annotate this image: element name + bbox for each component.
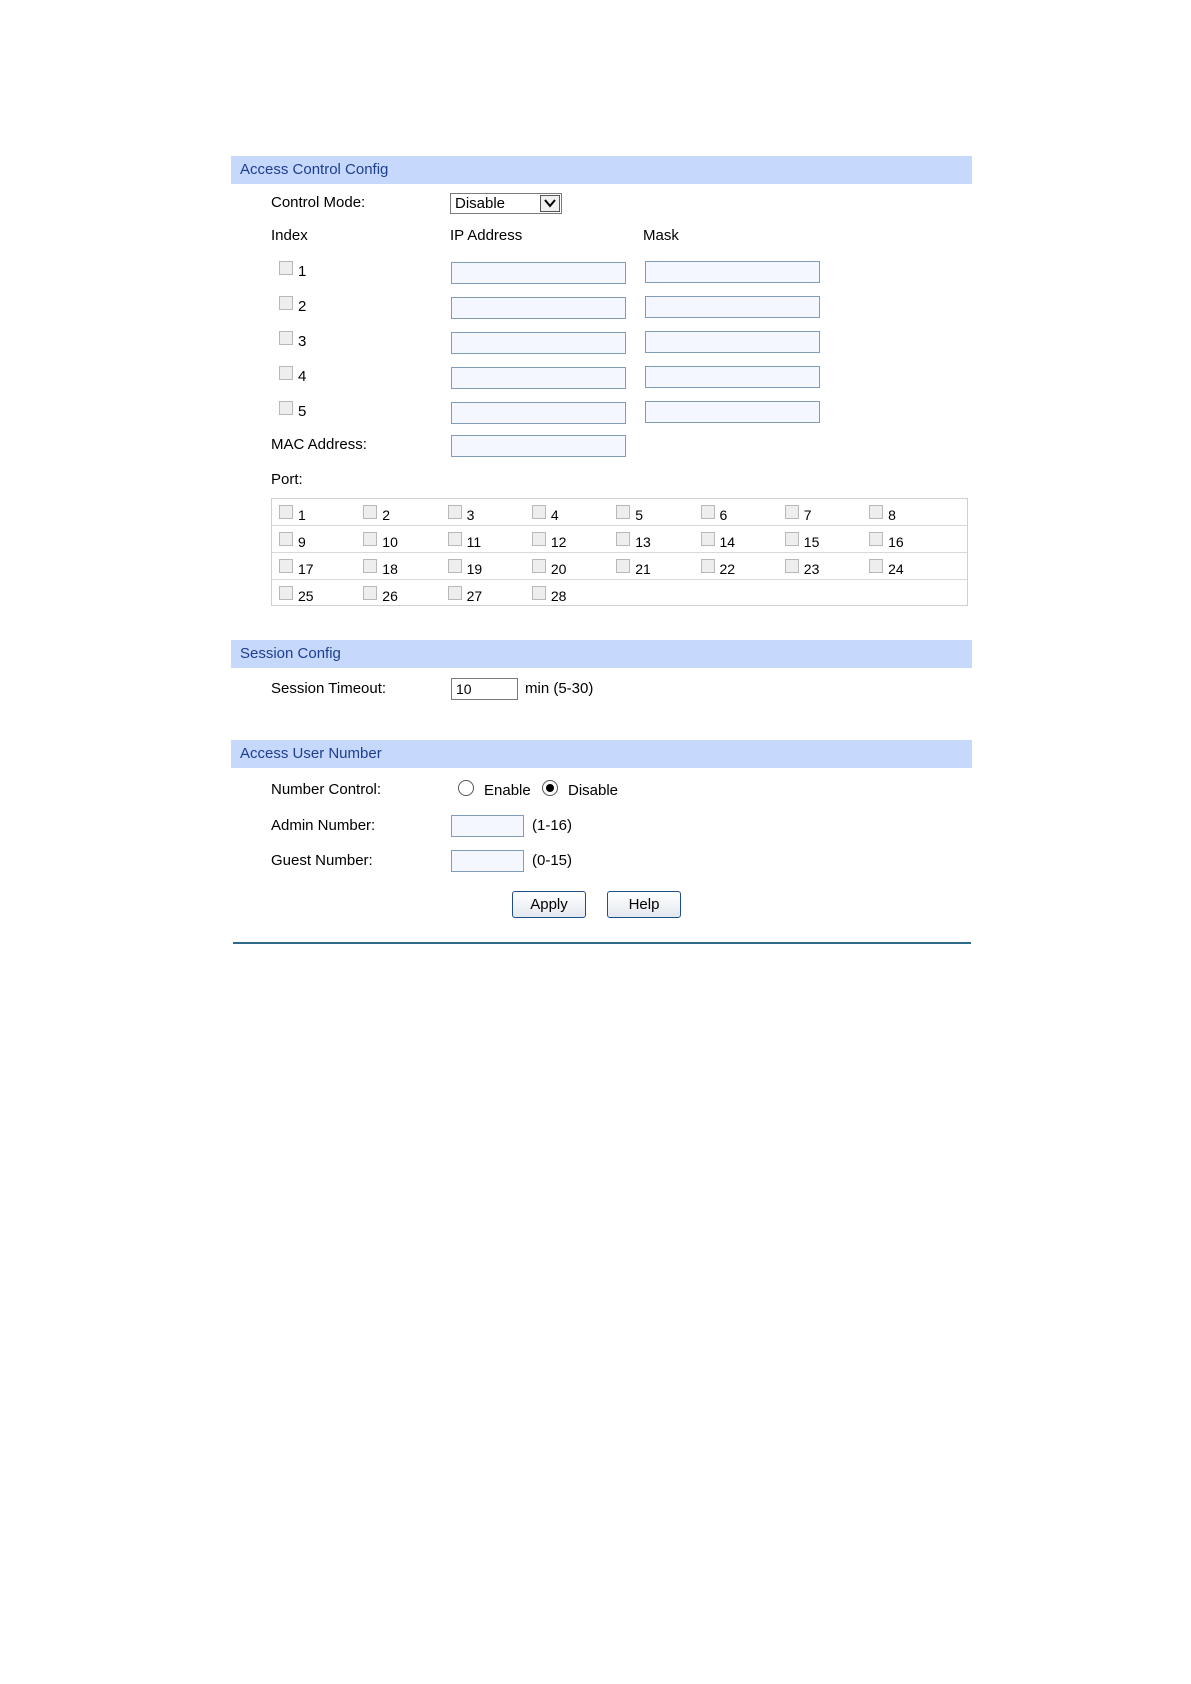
port-label: Port: (271, 471, 303, 488)
port-checkbox[interactable] (363, 505, 377, 519)
port-number-label: 13 (635, 534, 651, 550)
mask-input[interactable] (645, 261, 820, 283)
port-number-label: 17 (298, 561, 314, 577)
port-checkbox[interactable] (532, 505, 546, 519)
port-number-label: 3 (466, 507, 475, 523)
session-config-header: Session Config (231, 640, 972, 668)
port-checkbox[interactable] (363, 532, 377, 546)
control-mode-value: Disable (455, 195, 506, 212)
port-number-label: 12 (550, 534, 567, 550)
port-number-label: 15 (803, 534, 820, 550)
port-checkbox[interactable] (532, 532, 546, 546)
number-control-disable-radio[interactable] (542, 780, 558, 796)
guest-number-input[interactable] (451, 850, 524, 872)
port-number-label: 16 (888, 534, 904, 550)
port-checkbox[interactable] (869, 505, 883, 519)
port-number-label: 10 (382, 534, 398, 550)
guest-number-range: (0-15) (532, 852, 573, 869)
mask-input[interactable] (645, 401, 820, 423)
port-number-label: 5 (635, 507, 643, 523)
ip-address-column-header: IP Address (450, 227, 523, 244)
number-control-enable-label: Enable (484, 782, 531, 799)
port-checkbox[interactable] (785, 505, 799, 519)
mac-address-label: MAC Address: (271, 436, 367, 453)
port-number-label: 11 (466, 534, 482, 550)
port-number-label: 28 (550, 588, 567, 604)
port-number-label: 19 (466, 561, 483, 577)
port-checkbox[interactable] (701, 559, 715, 573)
port-number-label: 4 (550, 507, 559, 523)
port-checkbox[interactable] (532, 586, 546, 600)
apply-button[interactable]: Apply (512, 891, 586, 918)
port-checkbox[interactable] (448, 586, 462, 600)
port-checkbox[interactable] (279, 505, 293, 519)
help-button[interactable]: Help (607, 891, 681, 918)
number-control-disable-label: Disable (568, 782, 619, 799)
bottom-divider (233, 942, 971, 944)
access-user-number-header: Access User Number (231, 740, 972, 768)
port-number-label: 26 (382, 588, 398, 604)
number-control-label: Number Control: (271, 781, 382, 798)
admin-number-input[interactable] (451, 815, 524, 837)
port-number-label: 7 (803, 507, 812, 523)
ip-address-input[interactable] (451, 332, 626, 354)
port-checkbox[interactable] (785, 532, 799, 546)
port-checkbox[interactable] (616, 532, 630, 546)
port-checkbox[interactable] (279, 586, 293, 600)
mac-address-input[interactable] (451, 435, 626, 457)
port-checkbox[interactable] (616, 505, 630, 519)
port-number-label: 9 (298, 534, 306, 550)
port-checkbox[interactable] (869, 559, 883, 573)
port-checkbox[interactable] (701, 505, 715, 519)
entry-index: 1 (298, 263, 307, 280)
admin-number-range: (1-16) (532, 817, 573, 834)
port-checkbox[interactable] (869, 532, 883, 546)
port-number-label: 23 (803, 561, 820, 577)
entry-index: 3 (298, 333, 307, 350)
port-checkbox[interactable] (363, 559, 377, 573)
admin-number-label: Admin Number: (271, 817, 376, 834)
mask-input[interactable] (645, 296, 820, 318)
port-number-label: 27 (466, 588, 483, 604)
control-mode-select[interactable] (450, 193, 562, 214)
port-number-label: 22 (719, 561, 736, 577)
mask-input[interactable] (645, 331, 820, 353)
entry-checkbox[interactable] (279, 366, 293, 380)
entry-checkbox[interactable] (279, 296, 293, 310)
port-number-label: 1 (298, 507, 306, 523)
guest-number-label: Guest Number: (271, 852, 373, 869)
port-checkbox[interactable] (279, 532, 293, 546)
port-checkbox[interactable] (448, 559, 462, 573)
port-number-label: 21 (635, 561, 651, 577)
session-timeout-label: Session Timeout: (271, 680, 387, 697)
mask-input[interactable] (645, 366, 820, 388)
index-column-header: Index (271, 227, 308, 244)
port-checkbox[interactable] (363, 586, 377, 600)
port-number-label: 6 (719, 507, 728, 523)
session-timeout-unit: min (5-30) (525, 680, 594, 697)
entry-index: 5 (298, 403, 307, 420)
entry-checkbox[interactable] (279, 401, 293, 415)
port-checkbox[interactable] (448, 505, 462, 519)
entry-index: 4 (298, 368, 307, 385)
entry-checkbox[interactable] (279, 261, 293, 275)
port-number-label: 24 (888, 561, 904, 577)
port-number-label: 18 (382, 561, 398, 577)
port-checkbox[interactable] (448, 532, 462, 546)
port-number-label: 2 (382, 507, 391, 523)
chevron-down-icon[interactable] (540, 195, 560, 212)
entry-index: 2 (298, 298, 307, 315)
ip-address-input[interactable] (451, 367, 626, 389)
entry-checkbox[interactable] (279, 331, 293, 345)
port-checkbox[interactable] (532, 559, 546, 573)
session-timeout-input[interactable] (451, 678, 518, 700)
port-checkbox[interactable] (785, 559, 799, 573)
ip-address-input[interactable] (451, 297, 626, 319)
port-selection-table (271, 498, 968, 606)
port-checkbox[interactable] (701, 532, 715, 546)
port-number-label: 25 (298, 588, 314, 604)
control-mode-label: Control Mode: (271, 194, 366, 211)
access-control-config-header: Access Control Config (231, 156, 972, 184)
port-number-label: 20 (550, 561, 567, 577)
port-checkbox[interactable] (279, 559, 293, 573)
ip-address-input[interactable] (451, 402, 626, 424)
port-number-label: 8 (888, 507, 896, 523)
ip-address-input[interactable] (451, 262, 626, 284)
number-control-enable-radio[interactable] (458, 780, 474, 796)
mask-column-header: Mask (643, 227, 679, 244)
port-checkbox[interactable] (616, 559, 630, 573)
port-number-label: 14 (719, 534, 736, 550)
